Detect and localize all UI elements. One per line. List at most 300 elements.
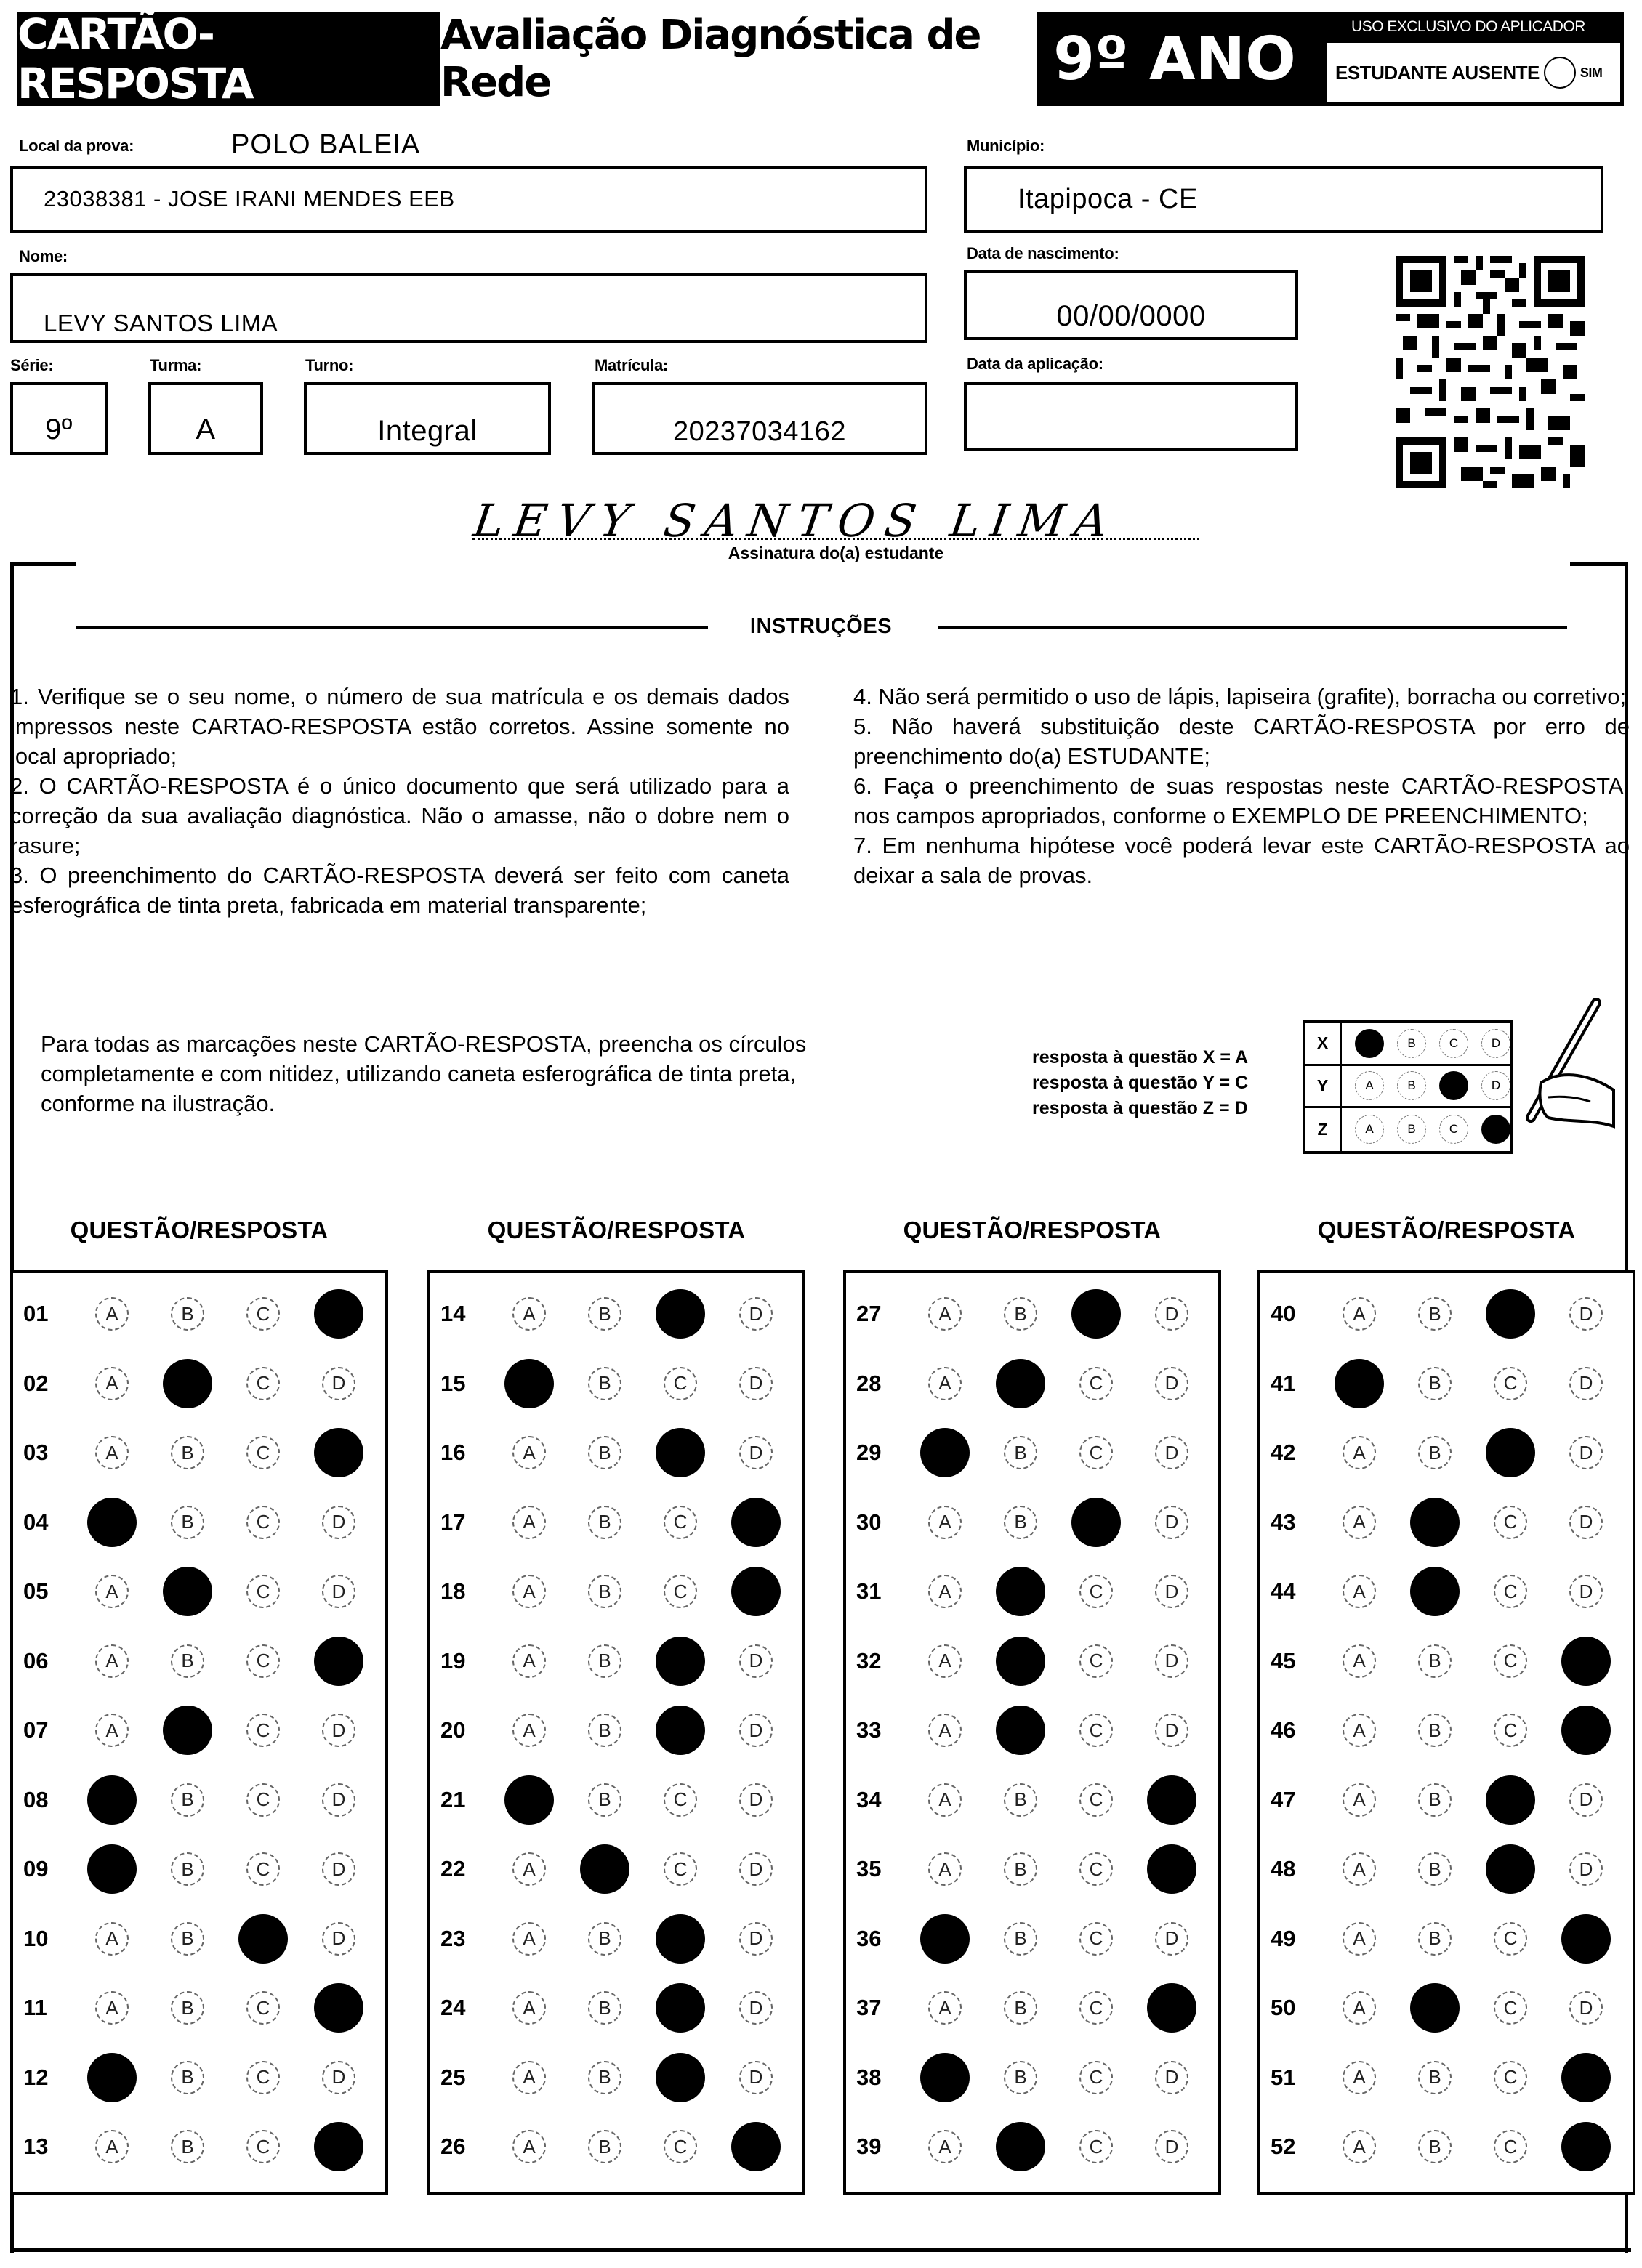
answer-bubble-a[interactable]: A — [512, 1714, 546, 1747]
question-number: 21 — [440, 1786, 466, 1812]
answer-bubble-a[interactable] — [87, 1498, 137, 1547]
answer-bubble-d[interactable]: D — [322, 1575, 355, 1608]
bottom-frame-line — [10, 2248, 1631, 2252]
answer-bubble-c[interactable]: C — [246, 1367, 280, 1400]
answer-bubble-a[interactable] — [87, 1775, 137, 1825]
answer-bubble-d[interactable]: D — [739, 2061, 773, 2094]
answer-bubble-c[interactable]: C — [1079, 1644, 1113, 1678]
answer-bubble-b[interactable]: B — [588, 1922, 621, 1956]
question-number: 50 — [1271, 1995, 1296, 2020]
answer-bubble-a[interactable] — [504, 1359, 554, 1408]
answer-bubble-c[interactable]: C — [664, 1367, 697, 1400]
answer-bubble-a[interactable]: A — [512, 1991, 546, 2025]
answer-bubble-d[interactable]: D — [1569, 1297, 1603, 1331]
nome-label: Nome: — [19, 247, 68, 265]
example-question-label: Y — [1305, 1066, 1342, 1107]
answer-bubble-a[interactable]: A — [1343, 2061, 1376, 2094]
question-number: 19 — [440, 1647, 466, 1674]
answer-bubble-c[interactable]: C — [1079, 1991, 1113, 2025]
question-number: 03 — [23, 1440, 49, 1465]
municipio-value: Itapipoca - CE — [1018, 183, 1198, 214]
answer-bubble-a[interactable] — [504, 1775, 554, 1825]
question-number: 08 — [23, 1786, 49, 1812]
fill-instruction: Para todas as marcações neste CARTÃO-RESPOSTA, preencha os círculos completamente e com nitidez, utilizando caneta esferográfica de tinta preta, conforme na ilustração. — [41, 1031, 807, 1116]
answer-bubble-b[interactable] — [1410, 1567, 1460, 1616]
answer-bubble-b[interactable]: B — [1004, 2061, 1037, 2094]
question-number: 51 — [1271, 2064, 1296, 2090]
answer-bubble-d[interactable]: D — [1569, 1575, 1603, 1608]
answer-bubble-a[interactable]: A — [95, 2130, 129, 2163]
answer-bubble-d[interactable]: D — [1155, 2130, 1188, 2163]
question-number: 35 — [856, 1856, 882, 1881]
answer-bubble-a[interactable]: A — [1343, 1922, 1376, 1956]
answer-bubble-c[interactable]: C — [246, 1644, 280, 1678]
pen-hand-icon — [1497, 996, 1621, 1141]
example-bubble: D — [1481, 1071, 1510, 1100]
answer-bubble-b[interactable]: B — [588, 1991, 621, 2025]
answer-bubble-a[interactable]: A — [95, 1367, 129, 1400]
answer-bubble-a[interactable]: A — [1343, 1783, 1376, 1817]
aplicador-title: USO EXCLUSIVO DO APLICADOR — [1351, 18, 1585, 35]
answer-bubble-a[interactable] — [87, 1844, 137, 1894]
answer-bubble-d[interactable]: D — [322, 1367, 355, 1400]
answer-bubble-d[interactable] — [731, 1567, 781, 1616]
answer-bubble-a[interactable]: A — [1343, 1991, 1376, 2025]
answer-bubble-d[interactable]: D — [739, 1852, 773, 1886]
answer-bubble-b[interactable] — [1410, 1498, 1460, 1547]
example-bubble — [1355, 1029, 1384, 1058]
answer-bubble-c[interactable]: C — [246, 2061, 280, 2094]
answer-bubble-a[interactable]: A — [512, 1922, 546, 1956]
answer-bubble-c[interactable] — [656, 1289, 705, 1339]
answer-bubble-c[interactable]: C — [664, 2130, 697, 2163]
answer-bubble-b[interactable]: B — [588, 1644, 621, 1678]
instructions-title: INSTRUÇÕES — [749, 615, 893, 638]
answer-bubble-a[interactable]: A — [1343, 1644, 1376, 1678]
answer-bubble-c[interactable]: C — [1079, 1436, 1113, 1469]
answer-bubble-c[interactable] — [1486, 1844, 1535, 1894]
answer-bubble-c[interactable]: C — [1079, 2130, 1113, 2163]
answer-bubble-d[interactable]: D — [1155, 1436, 1188, 1469]
answer-bubble-b[interactable]: B — [588, 1714, 621, 1747]
answer-bubble-b[interactable] — [996, 1706, 1045, 1755]
qr-code — [1396, 256, 1585, 488]
answer-bubble-a[interactable]: A — [512, 1436, 546, 1469]
column-title: QUESTÃO/RESPOSTA — [70, 1216, 329, 1243]
answer-bubble-c[interactable]: C — [246, 1991, 280, 2025]
absent-box — [1324, 41, 1622, 105]
answer-bubble-d[interactable] — [314, 1637, 363, 1686]
answer-bubble-b[interactable] — [996, 1637, 1045, 1686]
answer-bubble-c[interactable]: C — [246, 1852, 280, 1886]
example-bubble: B — [1397, 1115, 1426, 1144]
nome-field — [10, 273, 927, 343]
answer-bubble-a[interactable] — [87, 2053, 137, 2102]
answer-bubble-c[interactable]: C — [1079, 1922, 1113, 1956]
answer-bubble-b[interactable] — [163, 1706, 212, 1755]
answer-bubble-a[interactable]: A — [512, 1644, 546, 1678]
answer-bubble-b[interactable]: B — [1004, 1297, 1037, 1331]
instruction-item: 6. Faça o preenchimento de suas respostas neste CARTÃO-RESPOSTA, nos campos apropriados, conforme o EXEMPLO DE PREENCHIMENTO; — [853, 773, 1630, 828]
answer-bubble-c[interactable] — [656, 1983, 705, 2033]
legend-line: resposta à questão X = A — [1032, 1047, 1249, 1068]
answer-bubble-c[interactable]: C — [246, 1714, 280, 1747]
example-bubble: B — [1397, 1071, 1426, 1100]
answer-bubble-c[interactable]: C — [1079, 1852, 1113, 1886]
answer-bubble-b[interactable]: B — [588, 2130, 621, 2163]
answer-bubble-c[interactable]: C — [1494, 1922, 1527, 1956]
answer-bubble-b[interactable]: B — [1418, 2130, 1452, 2163]
answer-bubble-d[interactable]: D — [322, 2061, 355, 2094]
answer-bubble-a[interactable]: A — [95, 1575, 129, 1608]
answer-bubble-d[interactable]: D — [1569, 1852, 1603, 1886]
answer-bubble-a[interactable]: A — [512, 1852, 546, 1886]
answer-bubble-b[interactable]: B — [1004, 1436, 1037, 1469]
question-number: 43 — [1271, 1509, 1296, 1535]
question-number: 16 — [440, 1440, 466, 1465]
answer-bubble-a[interactable]: A — [1343, 1436, 1376, 1469]
answer-bubble-d[interactable]: D — [1569, 1991, 1603, 2025]
answer-bubble-a[interactable]: A — [512, 2130, 546, 2163]
example-legend — [1032, 1045, 1323, 1121]
answer-bubble-c[interactable]: C — [246, 2130, 280, 2163]
example-question-label: Z — [1305, 1108, 1342, 1151]
instructions-left — [10, 682, 789, 920]
answer-bubble-d[interactable]: D — [739, 1922, 773, 1956]
question-number: 17 — [440, 1509, 466, 1535]
question-number: 07 — [23, 1717, 49, 1743]
example-bubble: B — [1397, 1029, 1426, 1058]
answer-bubble-c[interactable]: C — [1494, 1367, 1527, 1400]
answer-bubble-d[interactable]: D — [1155, 1575, 1188, 1608]
answer-bubble-d[interactable]: D — [1155, 1922, 1188, 1956]
answer-bubble-d[interactable]: D — [322, 1852, 355, 1886]
answer-bubble-c[interactable] — [1486, 1428, 1535, 1477]
answer-bubble-b[interactable]: B — [1418, 1714, 1452, 1747]
answer-bubble-c[interactable]: C — [1079, 1575, 1113, 1608]
answer-bubble-a[interactable]: A — [928, 1575, 962, 1608]
answer-bubble-c[interactable] — [656, 1706, 705, 1755]
answer-bubble-b[interactable]: B — [1418, 1852, 1452, 1886]
instruction-item: 5. Não haverá substituição deste CARTÃO-RESPOSTA por erro de preenchimento do(a) ESTUDANTE; — [853, 714, 1630, 769]
answer-bubble-a[interactable] — [1335, 1359, 1384, 1408]
instruction-item: 1. Verifique se o seu nome, o número de sua matrícula e os demais dados impressos neste CARTAO-RESPOSTA estão corretos. Assine somente no local apropriado; — [10, 684, 789, 769]
answer-bubble-b[interactable]: B — [171, 2130, 204, 2163]
question-number: 23 — [440, 1925, 466, 1951]
answer-bubble-b[interactable]: B — [171, 1852, 204, 1886]
answer-bubble-b[interactable]: B — [588, 1575, 621, 1608]
question-number: 09 — [23, 1856, 49, 1881]
answer-bubble-a[interactable]: A — [95, 1991, 129, 2025]
answer-bubble-c[interactable] — [656, 1914, 705, 1964]
answer-bubble-d[interactable] — [1561, 2122, 1611, 2171]
answer-bubble-c[interactable]: C — [664, 1575, 697, 1608]
answer-bubble-a[interactable]: A — [928, 1506, 962, 1539]
example-row — [1305, 1108, 1510, 1151]
answer-bubble-c[interactable] — [238, 1914, 288, 1964]
answer-bubble-b[interactable]: B — [588, 1506, 621, 1539]
answer-bubble-c[interactable]: C — [1494, 2061, 1527, 2094]
question-number: 36 — [856, 1925, 882, 1951]
question-number: 11 — [23, 1995, 47, 2020]
answer-bubble-c[interactable]: C — [246, 1436, 280, 1469]
nascimento-field — [964, 270, 1298, 340]
answer-bubble-d[interactable]: D — [1155, 1367, 1188, 1400]
question-number: 34 — [856, 1786, 882, 1812]
answer-bubble-d[interactable] — [1147, 1983, 1196, 2033]
answer-bubble-d[interactable]: D — [1569, 1783, 1603, 1817]
answer-bubble-c[interactable]: C — [246, 1575, 280, 1608]
answer-bubble-d[interactable] — [1147, 1775, 1196, 1825]
answer-bubble-c[interactable] — [1071, 1289, 1121, 1339]
nascimento-label: Data de nascimento: — [967, 244, 1119, 262]
answer-bubble-d[interactable] — [314, 2122, 363, 2171]
answer-bubble-b[interactable] — [996, 2122, 1045, 2171]
answer-bubble-a[interactable]: A — [928, 1297, 962, 1331]
aplicacao-field[interactable] — [964, 382, 1298, 451]
answer-bubble-a[interactable]: A — [928, 2130, 962, 2163]
absent-sim-label: SIM — [1579, 65, 1603, 80]
answer-bubble-a[interactable] — [920, 2053, 970, 2102]
question-number: 15 — [440, 1370, 466, 1396]
signature-text: LEVY SANTOS LIMA — [470, 494, 1122, 547]
answer-bubble-b[interactable]: B — [1418, 1297, 1452, 1331]
answer-bubble-a[interactable]: A — [512, 1506, 546, 1539]
turno-field — [304, 382, 551, 455]
example-bubble: C — [1439, 1115, 1468, 1144]
answer-bubble-c[interactable]: C — [246, 1297, 280, 1331]
answer-bubble-a[interactable]: A — [95, 1922, 129, 1956]
column-title: QUESTÃO/RESPOSTA — [1317, 1216, 1576, 1243]
answer-bubble-d[interactable]: D — [739, 1644, 773, 1678]
answer-bubble-a[interactable]: A — [928, 1644, 962, 1678]
turno-label: Turno: — [305, 356, 354, 374]
answer-bubble-d[interactable] — [314, 1983, 363, 2033]
answer-bubble-c[interactable]: C — [246, 1783, 280, 1817]
answer-bubble-b[interactable] — [163, 1359, 212, 1408]
answer-bubble-d[interactable] — [1561, 1914, 1611, 1964]
answer-bubble-b[interactable]: B — [1418, 1436, 1452, 1469]
answer-bubble-d[interactable]: D — [1569, 1506, 1603, 1539]
answer-bubble-a[interactable]: A — [928, 1367, 962, 1400]
matricula-field — [592, 382, 927, 455]
answer-bubble-a[interactable]: A — [1343, 1506, 1376, 1539]
answer-bubble-d[interactable] — [1561, 1637, 1611, 1686]
answer-bubble-d[interactable]: D — [1569, 1367, 1603, 1400]
instruction-item: 4. Não será permitido o uso de lápis, lapiseira (grafite), borracha ou corretivo; — [853, 684, 1627, 709]
answer-bubble-a[interactable]: A — [95, 1714, 129, 1747]
answer-bubble-b[interactable]: B — [588, 2061, 621, 2094]
answer-bubble-b[interactable] — [996, 1359, 1045, 1408]
corner-top-left — [10, 562, 76, 621]
answer-bubble-c[interactable] — [1486, 1775, 1535, 1825]
answer-bubble-b[interactable]: B — [171, 1297, 204, 1331]
question-number: 25 — [440, 2064, 466, 2090]
answer-bubble-c[interactable]: C — [1079, 1783, 1113, 1817]
matricula-value: 20237034162 — [673, 416, 846, 447]
answer-bubble-c[interactable]: C — [664, 1783, 697, 1817]
example-bubble: D — [1481, 1029, 1510, 1058]
answer-bubble-b[interactable]: B — [171, 2061, 204, 2094]
question-number: 44 — [1271, 1578, 1296, 1604]
absent-bubble[interactable] — [1544, 57, 1576, 89]
answer-bubble-b[interactable]: B — [588, 1436, 621, 1469]
turma-value: A — [196, 413, 216, 445]
answer-bubble-a[interactable] — [920, 1428, 970, 1477]
question-number: 06 — [23, 1647, 49, 1674]
answer-bubble-c[interactable]: C — [1079, 1714, 1113, 1747]
school-value: 23038381 - JOSE IRANI MENDES EEB — [44, 186, 455, 211]
question-number: 27 — [856, 1301, 882, 1326]
question-number: 14 — [440, 1301, 466, 1326]
question-number: 22 — [440, 1856, 466, 1881]
answer-bubble-d[interactable]: D — [739, 1714, 773, 1747]
answer-bubble-c[interactable]: C — [1494, 1506, 1527, 1539]
answer-bubble-c[interactable]: C — [664, 1852, 697, 1886]
answer-bubble-c[interactable]: C — [1079, 1367, 1113, 1400]
question-number: 13 — [23, 2134, 49, 2159]
answer-bubble-a[interactable]: A — [928, 1991, 962, 2025]
answer-bubble-d[interactable]: D — [739, 1367, 773, 1400]
answer-bubble-b[interactable] — [996, 1567, 1045, 1616]
answer-bubble-a[interactable]: A — [1343, 1575, 1376, 1608]
answer-bubble-c[interactable] — [656, 1637, 705, 1686]
answer-bubble-a[interactable]: A — [1343, 1714, 1376, 1747]
answer-bubble-c[interactable] — [1486, 1289, 1535, 1339]
answer-bubble-c[interactable] — [656, 2053, 705, 2102]
column-title: QUESTÃO/RESPOSTA — [487, 1216, 746, 1243]
answer-bubble-d[interactable] — [1561, 2053, 1611, 2102]
question-number: 48 — [1271, 1856, 1296, 1881]
answer-bubble-a[interactable]: A — [512, 1575, 546, 1608]
signature-line — [472, 538, 1199, 540]
answer-bubble-b[interactable]: B — [171, 1783, 204, 1817]
answer-bubble-b[interactable]: B — [171, 1436, 204, 1469]
answer-bubble-d[interactable]: D — [1155, 1297, 1188, 1331]
answer-bubble-c[interactable] — [1071, 1498, 1121, 1547]
answer-bubble-c[interactable]: C — [246, 1506, 280, 1539]
answer-bubble-b[interactable]: B — [588, 1367, 621, 1400]
answer-bubble-d[interactable] — [1147, 1844, 1196, 1894]
question-number: 52 — [1271, 2134, 1296, 2159]
answer-bubble-b[interactable]: B — [1004, 1991, 1037, 2025]
answer-bubble-b[interactable]: B — [1004, 1783, 1037, 1817]
answer-bubble-d[interactable]: D — [1155, 2061, 1188, 2094]
answer-bubble-b[interactable]: B — [1004, 1506, 1037, 1539]
answer-bubble-a[interactable]: A — [1343, 1297, 1376, 1331]
answer-bubble-d[interactable]: D — [1155, 1506, 1188, 1539]
answer-bubble-c[interactable]: C — [1494, 1644, 1527, 1678]
answer-bubble-d[interactable]: D — [1569, 1436, 1603, 1469]
answer-bubble-d[interactable] — [314, 1289, 363, 1339]
answer-bubble-b[interactable]: B — [1418, 2061, 1452, 2094]
answer-bubble-b[interactable] — [580, 1844, 629, 1894]
legend-line: resposta à questão Y = C — [1032, 1073, 1249, 1093]
instruction-item: 3. O preenchimento do CARTÃO-RESPOSTA deverá ser feito com caneta esferográfica de tinta preta, fabricada em material transparente; — [10, 863, 789, 918]
question-number: 18 — [440, 1578, 466, 1604]
answer-bubble-d[interactable] — [731, 1498, 781, 1547]
answer-bubble-b[interactable] — [1410, 1983, 1460, 2033]
answer-bubble-d[interactable]: D — [739, 1436, 773, 1469]
card-title: CARTÃO-RESPOSTA — [17, 12, 422, 106]
turno-value: Integral — [377, 415, 478, 447]
answer-bubble-a[interactable]: A — [1343, 1852, 1376, 1886]
answer-bubble-a[interactable]: A — [95, 1644, 129, 1678]
answer-bubble-b[interactable]: B — [1004, 1852, 1037, 1886]
answer-bubble-d[interactable]: D — [322, 1714, 355, 1747]
answer-bubble-b[interactable]: B — [1418, 1783, 1452, 1817]
answer-bubble-a[interactable]: A — [928, 1852, 962, 1886]
answer-bubble-d[interactable]: D — [739, 1783, 773, 1817]
answer-bubble-c[interactable]: C — [1079, 2061, 1113, 2094]
answer-bubble-a[interactable]: A — [95, 1436, 129, 1469]
answer-bubble-d[interactable]: D — [1155, 1644, 1188, 1678]
turma-field — [148, 382, 263, 455]
answer-bubble-c[interactable]: C — [1494, 1991, 1527, 2025]
answer-bubble-d[interactable]: D — [1155, 1714, 1188, 1747]
question-number: 45 — [1271, 1647, 1296, 1674]
answer-bubble-d[interactable] — [731, 2122, 781, 2171]
answer-bubble-c[interactable]: C — [1494, 2130, 1527, 2163]
answer-bubble-b[interactable]: B — [171, 1644, 204, 1678]
answer-bubble-d[interactable]: D — [739, 1297, 773, 1331]
question-number: 33 — [856, 1717, 882, 1743]
answer-bubble-d[interactable]: D — [739, 1991, 773, 2025]
answer-bubble-a[interactable]: A — [95, 1297, 129, 1331]
answer-bubble-d[interactable]: D — [322, 1506, 355, 1539]
answer-bubble-b[interactable]: B — [1004, 1922, 1037, 1956]
question-number: 40 — [1271, 1301, 1296, 1326]
answer-bubble-b[interactable]: B — [588, 1297, 621, 1331]
answer-bubble-d[interactable]: D — [322, 1783, 355, 1817]
answer-bubble-b[interactable]: B — [588, 1783, 621, 1817]
question-number: 37 — [856, 1995, 882, 2020]
answer-bubble-d[interactable]: D — [322, 1922, 355, 1956]
answer-bubble-c[interactable] — [656, 1428, 705, 1477]
serie-field — [10, 382, 108, 455]
answer-bubble-c[interactable]: C — [1494, 1714, 1527, 1747]
answer-bubble-b[interactable] — [163, 1567, 212, 1616]
answer-bubble-d[interactable] — [314, 1428, 363, 1477]
answer-bubble-b[interactable]: B — [1418, 1922, 1452, 1956]
question-number: 46 — [1271, 1717, 1296, 1743]
question-number: 12 — [23, 2064, 49, 2090]
answer-bubble-a[interactable] — [920, 1914, 970, 1964]
answer-bubble-b[interactable]: B — [1418, 1367, 1452, 1400]
answer-bubble-a[interactable]: A — [512, 1297, 546, 1331]
local-label: Local da prova: — [19, 137, 134, 155]
answer-bubble-c[interactable]: C — [1494, 1575, 1527, 1608]
local-value: POLO BALEIA — [231, 129, 421, 160]
question-number: 26 — [440, 2134, 466, 2159]
answer-bubble-b[interactable]: B — [171, 1991, 204, 2025]
answer-bubble-c[interactable]: C — [664, 1506, 697, 1539]
question-number: 31 — [856, 1578, 882, 1604]
serie-label: Série: — [10, 356, 54, 374]
answer-bubble-b[interactable]: B — [171, 1922, 204, 1956]
question-number: 28 — [856, 1370, 882, 1396]
answer-bubble-b[interactable]: B — [171, 1506, 204, 1539]
answer-bubble-a[interactable]: A — [928, 1714, 962, 1747]
municipio-field — [964, 166, 1603, 233]
answer-bubble-d[interactable] — [1561, 1706, 1611, 1755]
answer-bubble-a[interactable]: A — [512, 2061, 546, 2094]
column-title: QUESTÃO/RESPOSTA — [903, 1216, 1162, 1243]
example-table — [1303, 1020, 1513, 1154]
answer-bubble-a[interactable]: A — [928, 1783, 962, 1817]
answer-bubble-b[interactable]: B — [1418, 1644, 1452, 1678]
answer-bubble-a[interactable]: A — [1343, 2130, 1376, 2163]
